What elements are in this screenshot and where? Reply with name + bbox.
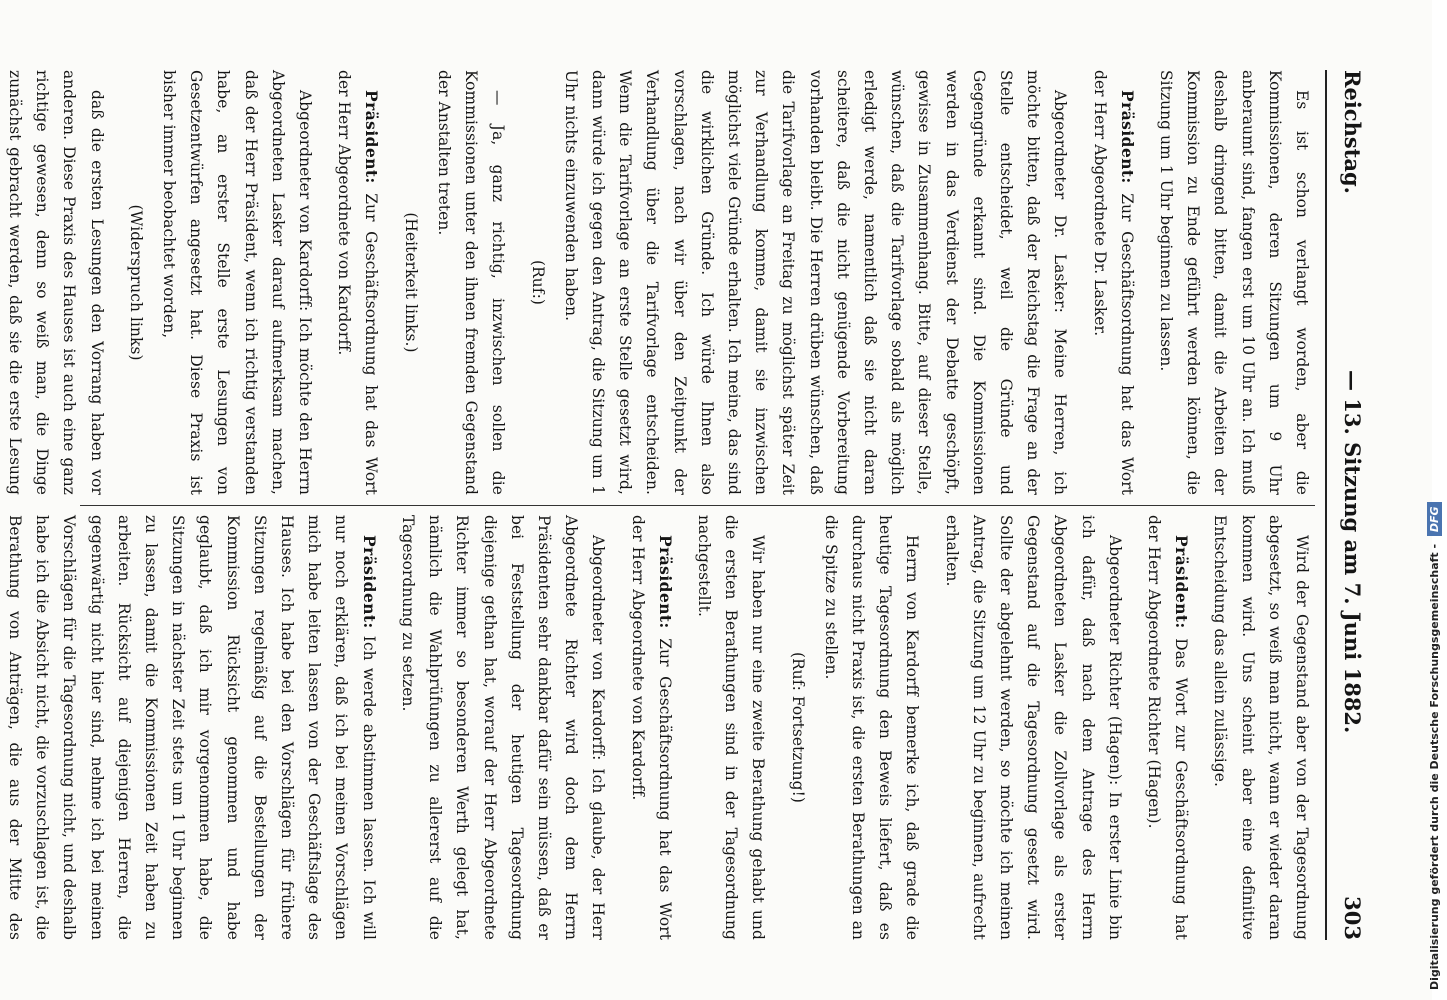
text-paragraph: daß die ersten Lesungen den Vorrang haben vor anderen. Diese Praxis des Hauses ist auch eine ganz richtige gewesen, denn so weiß man, die Dinge zunächst gebracht werden, daß sie die erste Lesung xyxy=(6,70,106,495)
paragraph-gap xyxy=(1194,515,1206,940)
paragraph-gap xyxy=(318,70,330,495)
header-rule xyxy=(1325,70,1327,940)
speaker-label: Präsident: xyxy=(1172,535,1191,629)
speech-paragraph xyxy=(1140,515,1194,945)
speech-paragraph xyxy=(557,70,1074,500)
speaker-label: Präsident: xyxy=(359,535,378,629)
text-paragraph: Wir haben nur eine zweite Berathung gehabt und die ersten Berathungen sind in der Tagesordnung nachgestellt. xyxy=(694,515,768,945)
paragraph-gap xyxy=(511,70,523,495)
right-column xyxy=(0,515,1315,945)
interjection: (Widerspruch links) xyxy=(126,204,145,361)
speech-paragraph xyxy=(155,70,318,500)
paragraph-gap xyxy=(1140,70,1152,495)
speech-text: Abgeordneter Richter (Hagen): In erster Linie bin ich dafür, daß nach dem Antrage des Herrn Abgeordneten Lasker die Zollvorlage als erster Gegenstand auf die Tagesordnung gesetzt wird. Sollte der abgelehnt werden, so möchte ich meinen Antrag, die Sitzung um 12 Uhr zu beginnen, aufrecht erhalten. xyxy=(942,515,1124,945)
speech-paragraph xyxy=(0,515,382,940)
speech-text: Das Wort zur Geschäftsordnung hat der Herr Abgeordnete Richter (Hagen). xyxy=(1144,515,1191,945)
paragraph-gap xyxy=(925,515,937,940)
speech-paragraph xyxy=(623,515,677,945)
dfg-logo: DFG xyxy=(1427,502,1442,536)
speech-text: Zur Geschäftsordnung hat das Wort der Herr Abgeordnete Dr. Lasker. xyxy=(1090,70,1136,500)
speaker-label: Präsident: xyxy=(1117,90,1136,184)
paragraph-gap xyxy=(678,515,690,940)
speech-text: Abgeordneter von Kardorff: Ich möchte den Herrn Abgeordneten Lasker darauf aufmerksam machen, daß der Herr Präsident, wenn ich richtig verstanden habe, an erster Stelle erste Lesungen von Gesetzentwürfen angesetzt hat. Diese Praxis ist bisher immer beobachtet worden, xyxy=(160,70,315,500)
speech-text: Ich werde abstimmen lassen. Ich will nur noch erklären, daß ich bei meinen Vorschlägen mich habe leiten lassen von der Geschäftslage des Hauses. Ich habe bei den Vorschlägen für frühere Sitzungen regelmäßig auf die Bestellungen der Kommission Rücksicht genommen und habe geglaubt, daß ich mir vorgenommen habe, die Sitzungen in nächster Zeit stets um 1 Uhr beginnen zu lassen, damit die Kommissionen Zeit haben zu arbeiten. Rücksicht auf diejenigen Herren, die gegenwärtig nicht hier sind, nehme ich bei meinen Vorschlägen für die Tagesordnung nicht, und deshalb habe ich die Absicht nicht, die vorzuschlagen ist, die Berathung von Anträgen, die aus der Mitte des xyxy=(6,515,378,940)
page-number: 303 xyxy=(1340,896,1365,940)
paragraph-gap xyxy=(611,515,623,940)
running-head-session: — 13. Sitzung am 7. Juni 1882. xyxy=(1340,370,1365,734)
paragraph-gap xyxy=(771,515,783,940)
running-head-title: Reichstag. xyxy=(1340,70,1365,194)
left-column xyxy=(0,70,1315,500)
text-paragraph: Es ist schon verlangt worden, aber die Kommissionen, deren Sitzungen um 9 Uhr anberaumt sind, fangen erst um 10 Uhr an. Ich muß deshalb dringend bitten, damit die Arbeiten der Kommission zu Ende geführt werden können, die Sitzung um 1 Uhr beginnen zu lassen. xyxy=(1156,70,1311,500)
column-divider xyxy=(80,505,1315,506)
speaker-label: Präsident: xyxy=(362,90,381,184)
speech-paragraph xyxy=(1085,70,1139,500)
running-head xyxy=(1331,70,1365,940)
text-paragraph: — Ja, ganz richtig, inzwischen sollen die Kommissionen unter den ihnen fremden Gegenstand der Anstalten treten. xyxy=(434,70,508,500)
credit-text: Digitalisierung gefördert durch die Deutsche Forschungsgemeinschaft - xyxy=(1428,543,1441,990)
speech-text: Zur Geschäftsordnung hat das Wort der Herr Abgeordnete von Kardorff. xyxy=(335,70,381,500)
paragraph-gap xyxy=(110,70,122,495)
interjection: (Ruf:) xyxy=(528,260,547,305)
speech-paragraph xyxy=(937,515,1127,945)
speaker-label: Präsident: xyxy=(655,535,674,629)
speech-paragraph xyxy=(394,515,612,945)
text-paragraph: Wird der Gegenstand aber von der Tagesordnung abgesetzt, so weiß man nicht, wann er wieder daran kommen wird. Uns scheint aber eine definitive Entscheidung das allein zulässige. xyxy=(1211,515,1311,945)
speech-text: Abgeordneter von Kardorff: Ich glaube, der Herr Abgeordnete Richter wird doch dem Herrn Präsidenten sehr dankbar dafür sein müssen, daß er bei Feststellung der heutigen Tagesordnung diejenige gethan hat, worauf der Herr Abgeordnete Richter immer so besonderen Werth gelegt hat, nämlich die Wahlprüfungen zu allererst auf die Tagesordnung zu setzen. xyxy=(398,515,608,945)
paragraph-gap xyxy=(1128,515,1140,940)
interjection: (Heiterkeit links.) xyxy=(401,212,420,353)
paragraph-gap xyxy=(385,70,397,495)
paragraph-gap xyxy=(382,515,394,940)
speech-paragraph xyxy=(330,70,384,500)
speech-text: Abgeordneter Dr. Lasker: Meine Herren, ich möchte bitten, daß der Reichstag die Frage an der Stelle entscheidet, weil die Gründe und Gegengründe erkannt sind. Die Kommissionen werden in das Verdienst der Debatte geschöpft, gewisse in Zusammenhang. Bitte, auf dieser Stelle, wünschen, daß die Tarifvorlage sobald als möglich erledigt werde, namentlich daß sie nicht daran scheitere, daß die nicht genügende Vorbereitung vorhanden bleibt. Die Herren drüben wünschen, daß die Tarifvorlage an Freitag zu möglichst später Zeit zur Verhandlung komme, damit sie inzwischen möglichst viele Gründe erhalten. Ich meine, das sind die wirklichen Gründe. Ich würde Ihnen also vorschlagen, nach wir über den Zeitpunkt der Verhandlung über die Tarifvorlage entscheiden. Wenn die Tarifvorlage an erste Stelle gesetzt wird, dann würde ich gegen den Antrag, die Sitzung um 1 Uhr nichts einzuwenden haben. xyxy=(561,70,1070,500)
speech-text: Zur Geschäftsordnung hat das Wort der Herr Abgeordnete von Kardorff. xyxy=(628,515,674,945)
newspaper-sheet xyxy=(6,40,1375,970)
digitization-credit xyxy=(1402,0,1441,1000)
paragraph-gap xyxy=(1073,70,1085,495)
text-paragraph: Herrn von Kardorff bemerke ich, daß grade die heutige Tagesordnung den Beweis liefert, daß es durchaus nicht Praxis ist, die ersten Berathungen an die Spitze zu stellen. xyxy=(821,515,922,945)
interjection: (Ruf: Fortsetzung!) xyxy=(788,652,807,803)
